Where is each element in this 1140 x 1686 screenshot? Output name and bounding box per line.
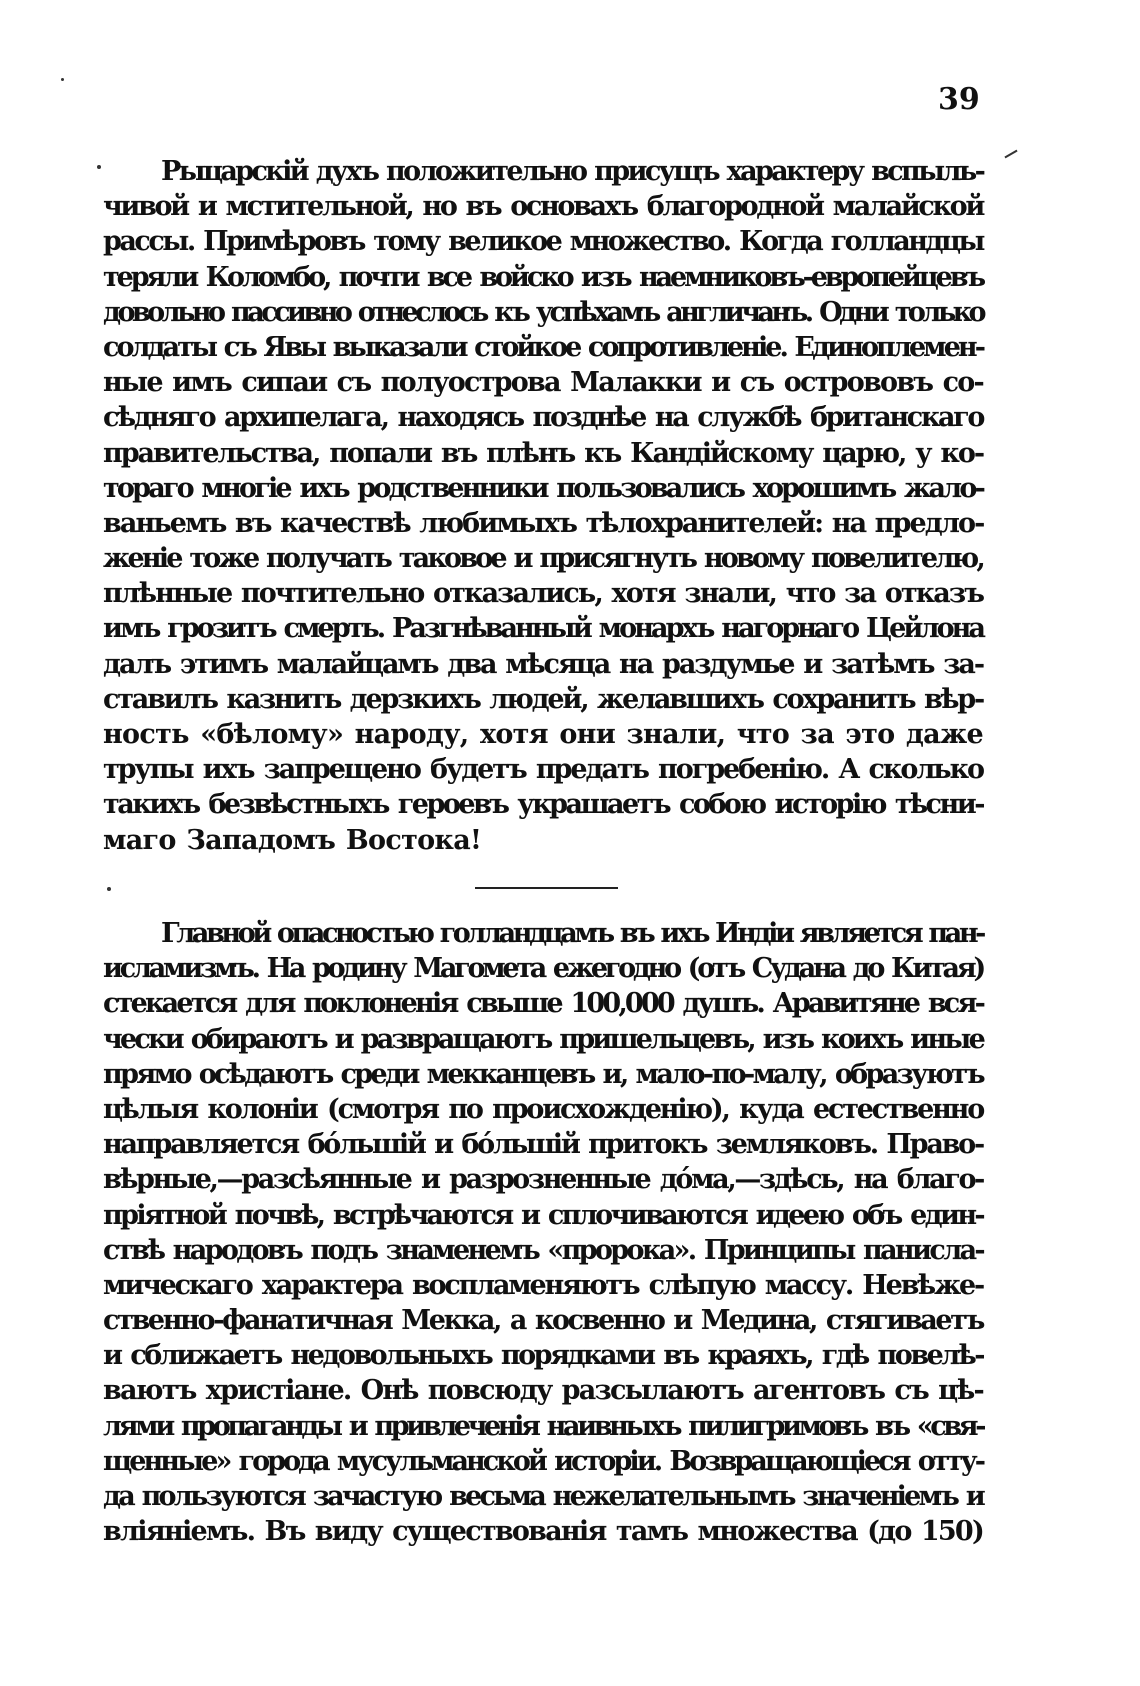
paragraph-line: далъ этимъ малайцамъ два мѣсяца на раздумье и затѣмъ за-	[103, 648, 983, 680]
paragraph-line: правительства, попали въ плѣнъ къ Кандійскому царю, у ко-	[103, 437, 983, 469]
scan-speck	[97, 165, 101, 169]
paragraph-line: трупы ихъ запрещено будетъ предать погребенію. А сколько	[103, 754, 983, 786]
paragraph-line: солдаты съ Явы выказали стойкое сопротивленіе. Единоплемен-	[103, 331, 983, 363]
paragraph-line: цѣлыя колоніи (смотря по происхожденію), куда естественно	[103, 1093, 983, 1125]
paragraph-line: вліяніемъ. Въ виду существованія тамъ множества (до 150)	[103, 1516, 983, 1548]
paragraph-line: щенные» города мусульманской исторіи. Возвращающіеся отту-	[103, 1445, 983, 1477]
paragraph-line: лями пропаганды и привлеченія наивныхъ пилигримовъ въ «свя-	[103, 1410, 983, 1442]
paragraph-line: сѣдняго архипелага, находясь позднѣе на службѣ британскаго	[103, 402, 983, 434]
paragraph-1	[103, 154, 983, 858]
paragraph-line: довольно пассивно отнеслось къ успѣхамъ англичанъ. Одни только	[103, 296, 983, 328]
section-divider	[475, 887, 618, 889]
paragraph-line: направляется бо́льшій и бо́льшій притокъ земляковъ. Право-	[103, 1129, 983, 1161]
paragraph-line: ные имъ сипаи съ полуострова Малакки и съ острововъ со-	[103, 367, 983, 399]
paragraph-line: Главной опасностью голландцамъ въ ихъ Индіи является пан-	[161, 918, 983, 949]
paragraph-2	[103, 916, 983, 1549]
paragraph-line: исламизмъ. На родину Магомета ежегодно (отъ Судана до Китая)	[103, 953, 983, 985]
paragraph-line: ставилъ казнить дерзкихъ людей, желавшихъ сохранить вѣр-	[103, 683, 983, 715]
scan-speck	[107, 887, 111, 891]
paragraph-line: ствѣ народовъ подъ знаменемъ «пророка». Принципы панисла-	[103, 1234, 983, 1266]
paragraph-line: рассы. Примѣровъ тому великое множество. Когда голландцы	[103, 226, 983, 258]
paragraph-line: вѣрные,—разсѣянные и разрозненные до́ма,—здѣсь, на благо-	[103, 1164, 983, 1196]
paragraph-line: чивой и мстительной, но въ основахъ благородной малайской	[103, 191, 983, 223]
paragraph-line: чески обираютъ и развращаютъ пришельцевъ, изъ коихъ иные	[103, 1023, 983, 1055]
paragraph-line: такихъ безвѣстныхъ героевъ украшаетъ собою исторію тѣсни-	[103, 789, 983, 821]
paragraph-line: Рыцарскій духъ положительно присущъ характеру вспыль-	[161, 156, 984, 187]
paragraph-line: маго Западомъ Востока!	[103, 824, 482, 856]
paragraph-line: и сближаетъ недовольныхъ порядками въ краяхъ, гдѣ повелѣ-	[103, 1340, 983, 1372]
paragraph-line: ваютъ христіане. Онѣ повсюду разсылаютъ агентовъ съ цѣ-	[103, 1375, 983, 1407]
paragraph-line: имъ грозитъ смерть. Разгнѣванный монархъ нагорнаго Цейлона	[103, 613, 983, 645]
paragraph-line: женіе тоже получать таковое и присягнуть новому повелителю,	[103, 543, 983, 575]
paragraph-line: ность «бѣлому» народу, хотя они знали, что за это даже	[103, 719, 983, 750]
paragraph-line: плѣнные почтительно отказались, хотя знали, что за отказъ	[103, 578, 983, 610]
paragraph-line: стекается для поклоненія свыше 100,000 душъ. Аравитяне вся-	[103, 988, 983, 1020]
paragraph-line: прямо осѣдаютъ среди мекканцевъ и, мало-по-малу, образуютъ	[103, 1058, 983, 1090]
paragraph-line: да пользуются зачастую весьма нежелательнымъ значеніемъ и	[103, 1481, 983, 1512]
scan-speck	[1004, 150, 1017, 159]
paragraph-line: ваньемъ въ качествѣ любимыхъ тѣлохранителей: на предло-	[103, 507, 984, 539]
paragraph-line: ственно-фанатичная Мекка, а косвенно и Медина, стягиваетъ	[103, 1305, 983, 1337]
paragraph-line: пріятной почвѣ, встрѣчаются и сплочиваются идеею объ един-	[103, 1199, 983, 1231]
paragraph-line: мическаго характера воспламеняютъ слѣпую массу. Невѣже-	[103, 1269, 983, 1301]
paragraph-line: теряли Коломбо, почти все войско изъ наемниковъ-европейцевъ	[103, 261, 983, 293]
page-number: 39	[938, 82, 980, 117]
scan-speck	[61, 78, 64, 81]
paragraph-line: тораго многіе ихъ родственники пользовались хорошимъ жало-	[103, 472, 983, 504]
